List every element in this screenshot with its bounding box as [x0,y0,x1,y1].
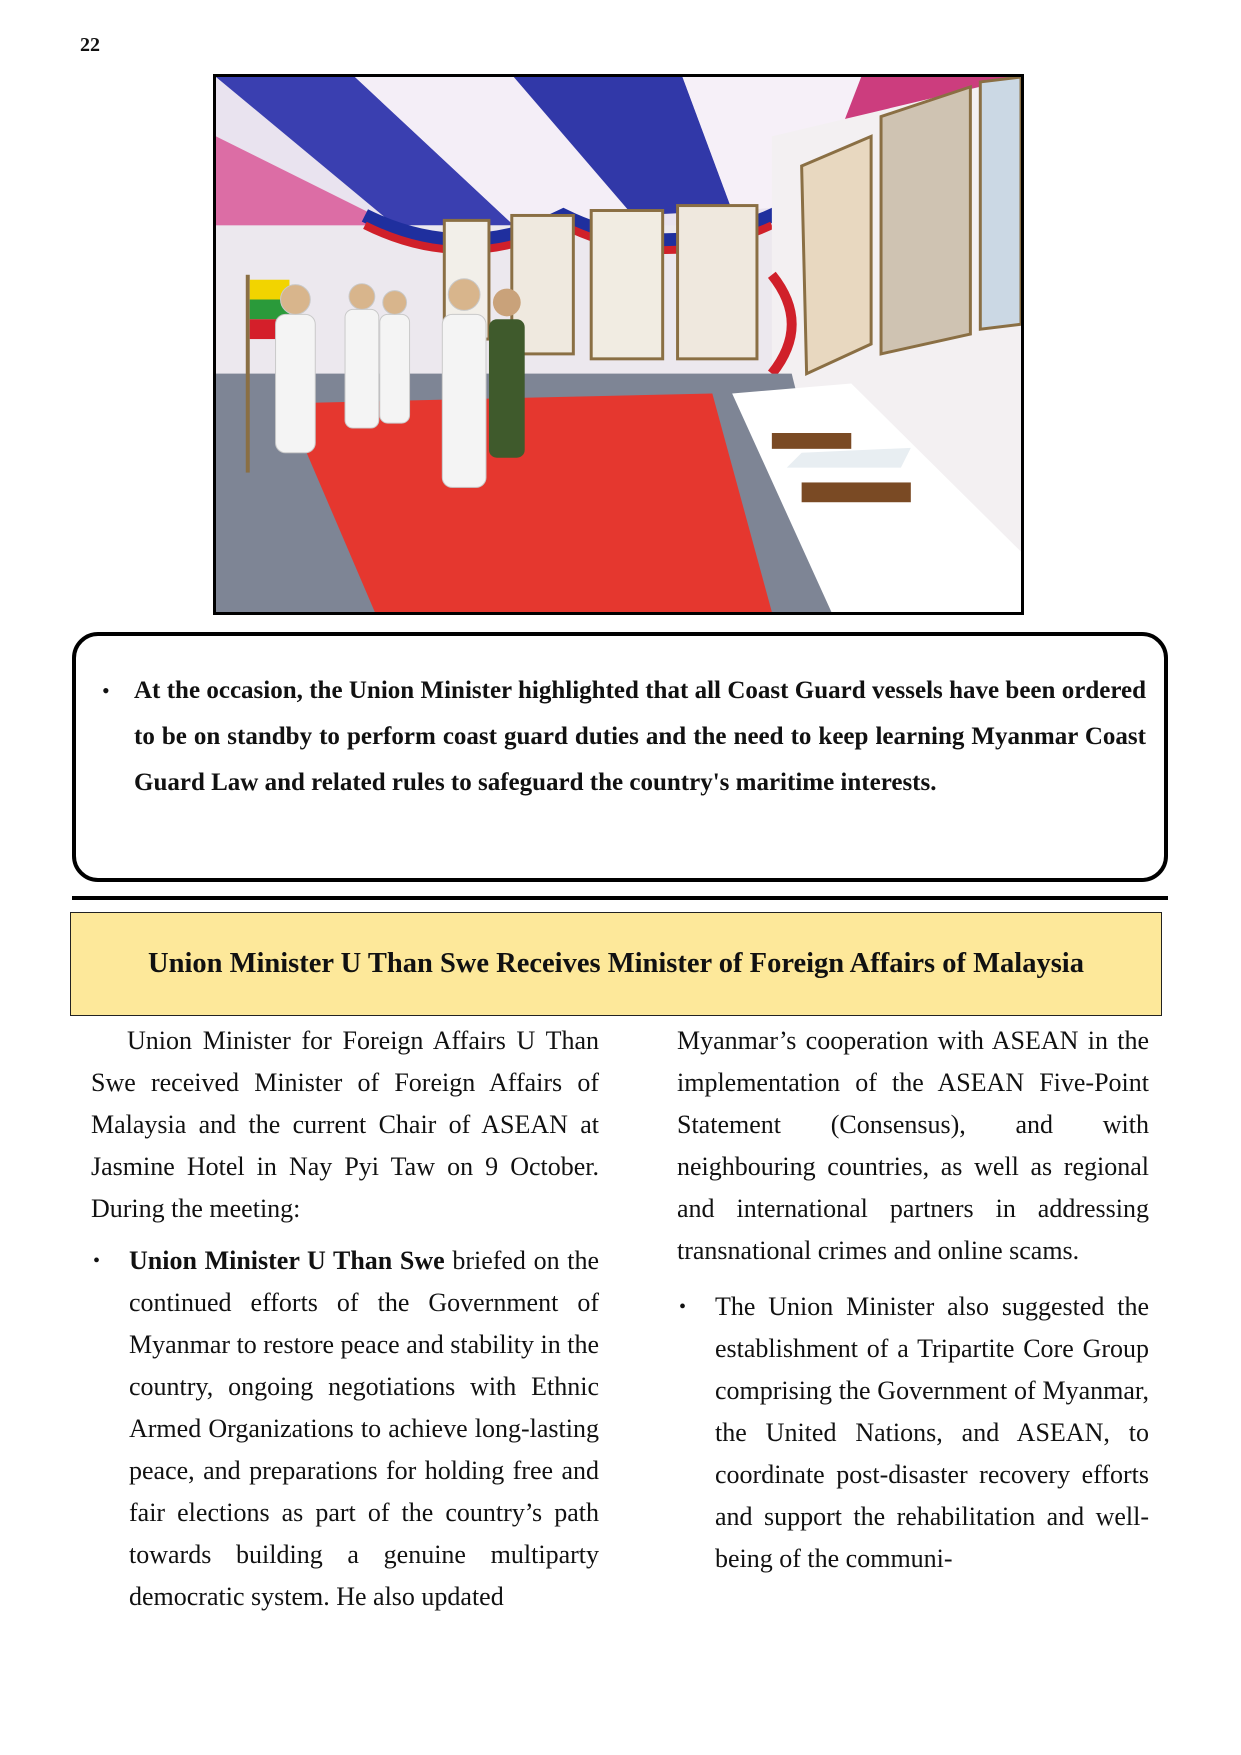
bullet-icon: • [93,1250,101,1272]
exhibition-photo [213,74,1024,615]
display-panel [881,87,970,354]
display-panel [802,136,871,373]
article-bullet-item [91,1240,599,1618]
display-panel [591,211,662,359]
display-panel [678,206,757,359]
section-divider [72,896,1168,900]
bullet-icon: • [102,678,110,703]
bullet-text: The Union Minister also suggested the establishment of a Tripartite Core Group comprising the Government of Myanmar, the United Nations, and ASEAN, to coordinate post-disaster recovery efforts and support the rehabilitation and well-being of the communi- [715,1292,1149,1573]
article-column-left [91,1020,599,1618]
model-ship-base [802,482,911,502]
article-intro: Union Minister for Foreign Affairs U Than Swe received Minister of Foreign Affairs of Malaysia and the current Chair of ASEAN at Jasmine Hotel in Nay Pyi Taw on 9 October. During the meeting: [91,1026,599,1223]
headline-text: Union Minister U Than Swe Receives Minister of Foreign Affairs of Malaysia [148,948,1084,979]
highlight-box [72,632,1168,882]
page-number: 22 [80,34,100,56]
article-column-right [677,1020,1149,1580]
display-panel [980,77,1021,329]
article-bullets-right [677,1286,1149,1580]
bullet-icon: • [679,1296,687,1318]
model-ship-base [772,433,851,449]
bullet-bold-lead: Union Minister U Than Swe [129,1246,445,1275]
flag-pole [246,275,250,473]
highlight-item [94,668,1146,806]
article-headline [70,912,1162,1016]
bullet-text: briefed on the continued efforts of the Government of Myanmar to restore peace and stability in the country, ongoing negotiations with Ethnic Armed Organizations to achieve long-lasting peace, and preparations for holding free and fair elections as part of the country’s path towards building a genuine multiparty democratic system. He also updated [129,1246,600,1611]
highlight-list [94,668,1146,806]
article-bullets-left [91,1240,599,1618]
article-bullet-item [677,1286,1149,1580]
bullet-continuation: Myanmar’s cooperation with ASEAN in the implementation of the ASEAN Five-Point Statement (Consensus), and with neighbouring countries, as well as regional and international partners in addressing transnational crimes and online scams. [677,1026,1149,1265]
highlight-text: At the occasion, the Union Minister highlighted that all Coast Guard vessels have been ordered to be on standby to perform coast guard duties and the need to keep learning Myanmar Coast Guard Law and related rules to safeguard the country's maritime interests. [134,677,1146,796]
photo-illustration [216,77,1021,612]
